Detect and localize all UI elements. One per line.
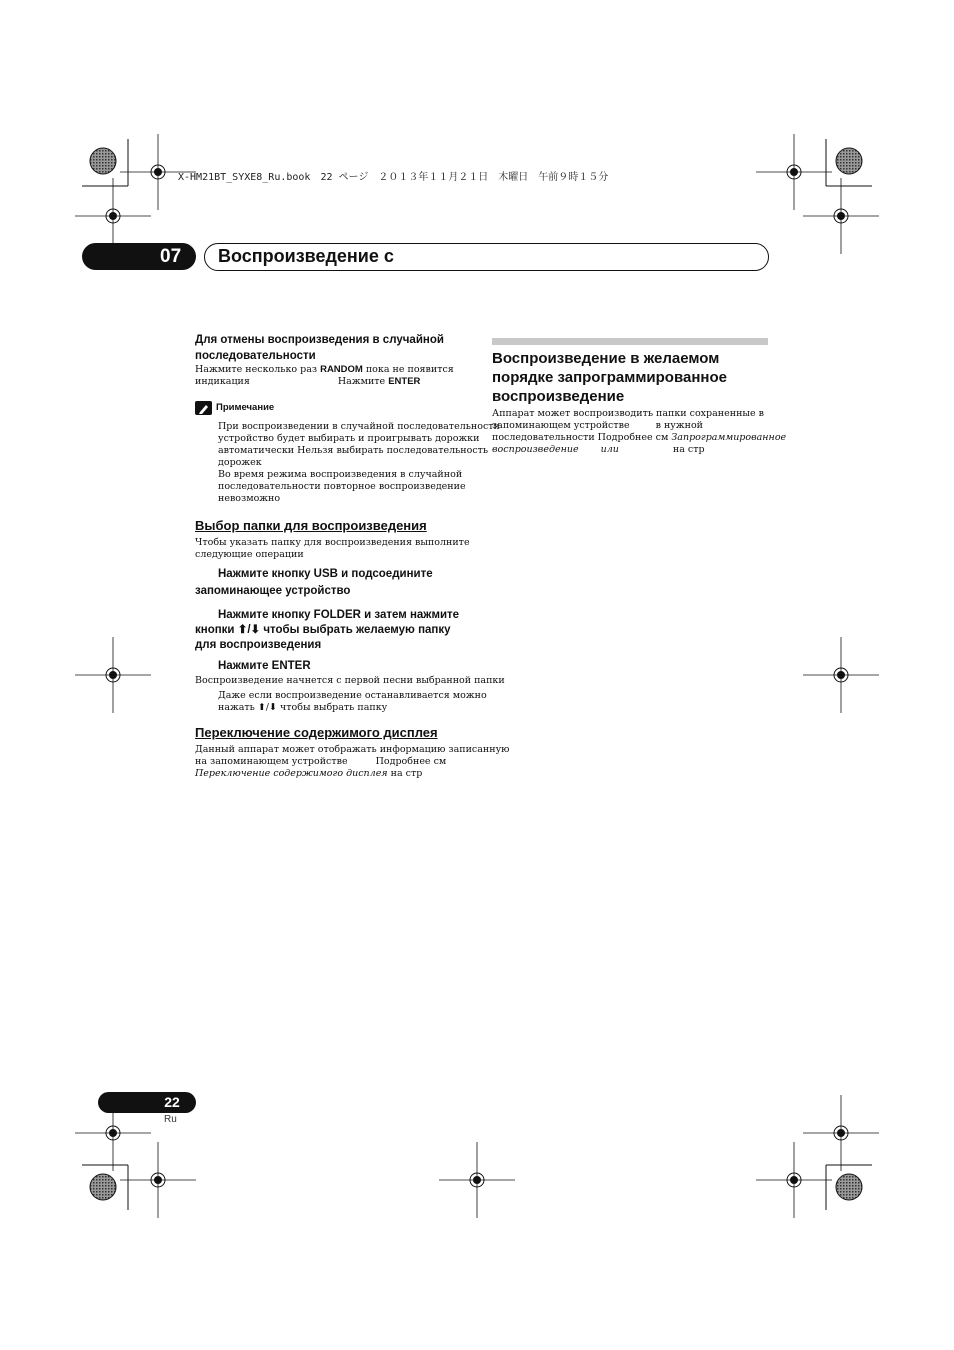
display-text: Данный аппарат может отображать информацию записанную на запоминающем устройстве Подробнее см Переключение содержимого дисплея на стр [195,744,510,779]
step-3-note: Даже если воспроизведение останавливается можно нажать ⬆/⬇ чтобы выбрать папку [218,690,487,713]
chapter-title: Воспроизведение с [218,246,394,266]
step-3-text: Воспроизведение начнется с первой песни выбранной папки [195,675,505,686]
step-1: Нажмите кнопку USB и подсоедините запоминающее устройство [195,568,433,597]
note-icon [195,401,212,415]
cancel-random-heading: Для отмены воспроизведения в случайной последовательности [195,334,444,362]
programmed-playback-text: Аппарат может воспроизводить папки сохраненные в запоминающем устройстве в нужной последовательности Подробнее см Запрограммированное воспроизведение или на стр [492,408,787,455]
chapter-number: 07 [160,246,182,267]
programmed-playback-heading: Воспроизведение в желаемом порядке запрограммированное воспроизведение [492,350,727,405]
note-label: Примечание [216,402,275,413]
step-3: Нажмите ENTER [218,660,311,672]
page-number: 22 [164,1094,180,1110]
folder-section-heading: Выбор папки для воспроизведения [195,518,427,533]
step-2: Нажмите кнопку FOLDER и затем нажмите кнопки ⬆/⬇ чтобы выбрать желаемую папку для воспроизведения [195,609,460,651]
note-text: При воспроизведении в случайной последовательности устройство будет выбирать и проигрывать дорожки автоматически Нельзя выбирать последовательность дорожек Во время режима воспроизведения в случайной последовательности повторное воспроизведение невозможно [218,421,500,504]
display-section-heading: Переключение содержимого дисплея [195,725,438,740]
print-file-info: X-HM21BT_SYXE8_Ru.book 22 ページ ２０１３年１１月２１日 木曜日 午前９時１５分 [178,172,609,183]
section-divider-bar [492,338,768,345]
folder-intro-text: Чтобы указать папку для воспроизведения выполните следующие операции [195,537,470,560]
cancel-random-text: Нажмите несколько раз RANDOM пока не появится индикация Нажмите ENTER [195,364,454,387]
language-code: Ru [164,1114,177,1125]
